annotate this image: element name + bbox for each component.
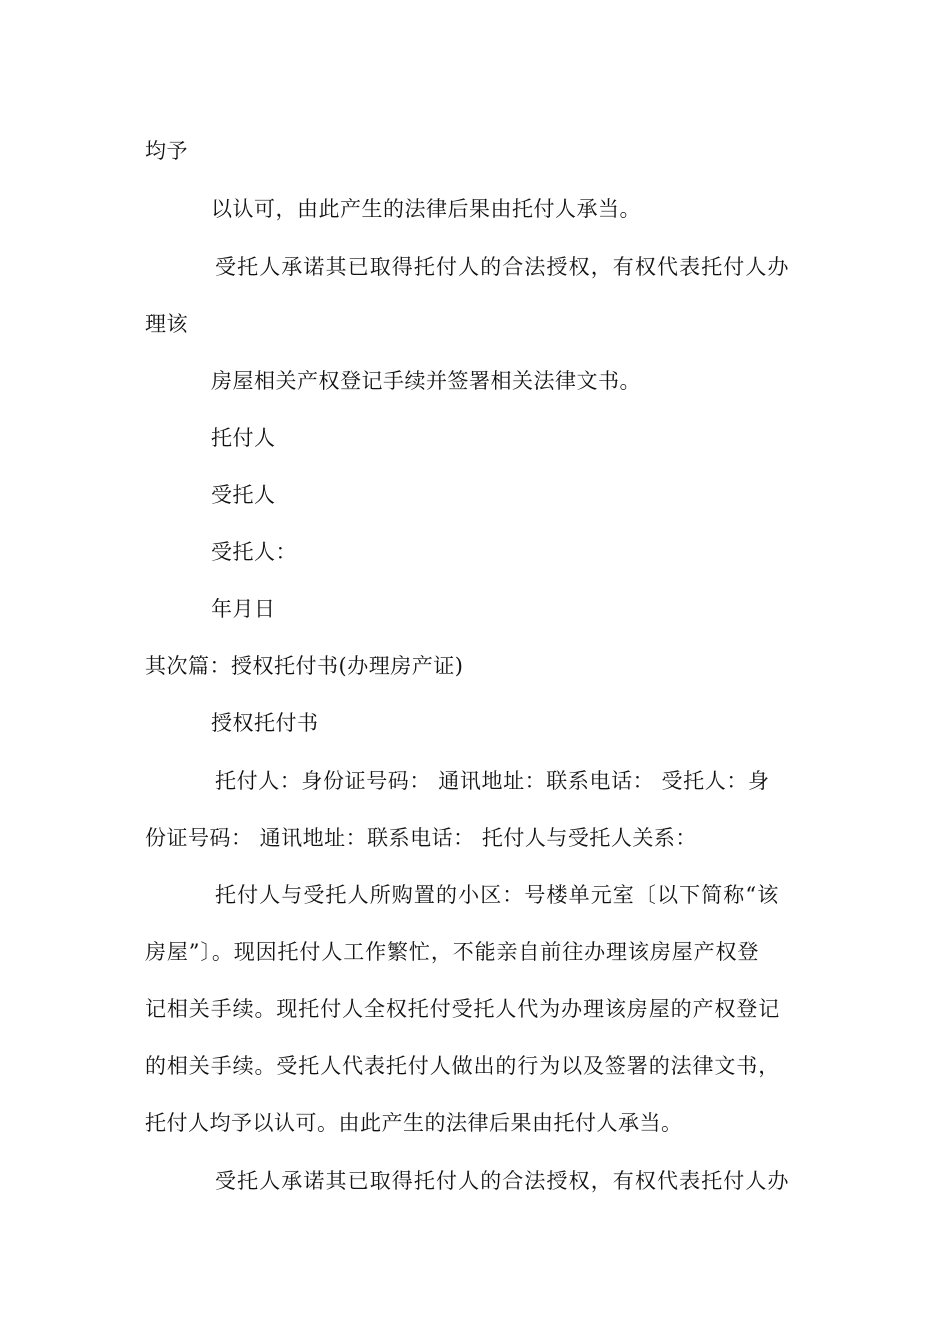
text-line: 托付人均予以认可。由此产生的法律后果由托付人承当。 xyxy=(145,1111,683,1135)
text-line: 房屋相关产权登记手续并签署相关法律文书。 xyxy=(211,369,641,393)
text-line: 房屋”〕。现因托付人工作繁忙，不能亲自前往办理该房屋产权登 xyxy=(145,940,760,964)
text-line: 托付人：身份证号码： 通讯地址：联系电话： 受托人：身 xyxy=(215,769,770,793)
text-line: 份证号码： 通讯地址：联系电话： 托付人与受托人关系： xyxy=(145,826,697,850)
section-heading: 其次篇：授权托付书(办理房产证) xyxy=(145,654,464,678)
signature-label-agent-colon: 受托人： xyxy=(211,540,297,564)
text-line: 以认可，由此产生的法律后果由托付人承当。 xyxy=(211,197,641,221)
signature-label-principal: 托付人 xyxy=(211,426,276,450)
text-line: 的相关手续。受托人代表托付人做出的行为以及签署的法律文书， xyxy=(145,1054,781,1078)
text-line: 记相关手续。现托付人全权托付受托人代为办理该房屋的产权登记 xyxy=(145,997,781,1021)
signature-label-agent: 受托人 xyxy=(211,483,276,507)
text-line: 受托人承诺其已取得托付人的合法授权，有权代表托付人办 xyxy=(215,255,790,279)
text-line: 均予 xyxy=(145,139,188,163)
document-title: 授权托付书 xyxy=(211,711,319,735)
date-line: 年月日 xyxy=(211,597,276,621)
text-line: 托付人与受托人所购置的小区：号楼单元室〔以下简称“该 xyxy=(215,883,780,907)
text-line: 受托人承诺其已取得托付人的合法授权，有权代表托付人办 xyxy=(215,1169,790,1193)
text-line: 理该 xyxy=(145,312,188,336)
